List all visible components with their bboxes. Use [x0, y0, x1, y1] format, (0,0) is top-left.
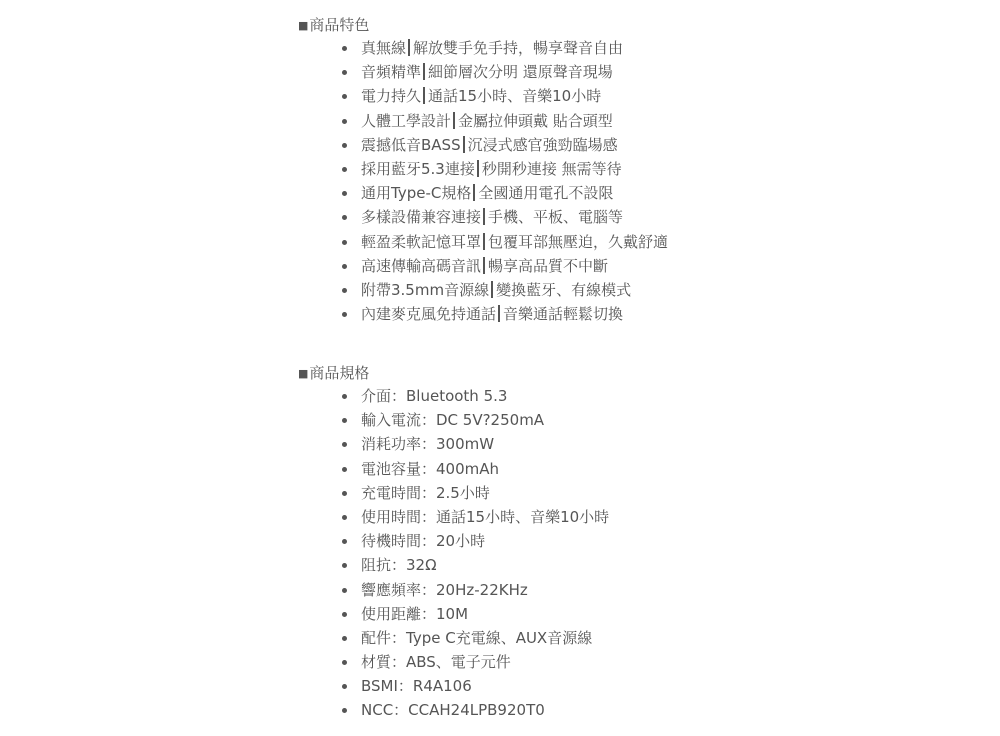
heading-square-icon: ■	[298, 19, 309, 32]
bullet-icon	[342, 612, 347, 617]
bullet-icon	[342, 515, 347, 520]
bullet-icon	[342, 240, 347, 245]
feature-item	[342, 254, 898, 278]
spec-item	[342, 505, 898, 529]
separator-bar	[498, 305, 500, 322]
feature-item	[342, 230, 898, 254]
bullet-icon	[342, 539, 347, 544]
bullet-icon	[342, 167, 347, 172]
spec-text: 介面：Bluetooth 5.3	[361, 387, 508, 405]
feature-desc: 沉浸式感官強勁臨場感	[467, 135, 618, 154]
spec-item	[342, 650, 898, 674]
spec-text: 輸入電流：DC 5V?250mA	[361, 411, 545, 430]
feature-desc: 細節層次分明 還原聲音現場	[428, 63, 613, 82]
feature-item	[342, 157, 898, 181]
feature-item	[342, 133, 898, 157]
feature-title: 內建麥克風免持通話	[361, 305, 497, 324]
separator-bar	[483, 233, 485, 250]
feature-desc: 暢享高品質不中斷	[488, 256, 609, 275]
spec-text: NCC：CCAH24LPB920T0	[361, 701, 545, 720]
separator-bar	[423, 87, 425, 104]
separator-bar	[408, 39, 410, 56]
feature-title: 採用藍牙5.3連接	[361, 159, 475, 178]
feature-title: 附帶3.5mm音源線	[361, 280, 490, 299]
separator-bar	[463, 136, 465, 153]
spec-item	[342, 432, 898, 456]
spec-text: 配件：Type C充電線、AUX音源線	[361, 628, 593, 647]
spec-text: 待機時間：20小時	[361, 532, 486, 551]
bullet-icon	[342, 563, 347, 568]
heading-square-icon: ■	[298, 367, 309, 380]
spec-text: 阻抗：32Ω	[361, 556, 437, 575]
spec-item	[342, 602, 898, 626]
feature-item	[342, 60, 898, 84]
bullet-icon	[342, 467, 347, 472]
feature-title: 音頻精準	[361, 63, 422, 82]
features-list	[298, 36, 898, 326]
bullet-icon	[342, 264, 347, 269]
bullet-icon	[342, 215, 347, 220]
feature-title: 多樣設備兼容連接	[361, 208, 482, 227]
feature-item	[342, 84, 898, 108]
bullet-icon	[342, 491, 347, 496]
feature-item	[342, 109, 898, 133]
bullet-icon	[342, 143, 347, 148]
feature-desc: 通話15小時、音樂10小時	[428, 87, 602, 106]
feature-item	[342, 205, 898, 229]
features-section	[298, 14, 898, 326]
spec-item	[342, 529, 898, 553]
specs-list	[298, 384, 898, 723]
separator-bar	[477, 160, 479, 177]
feature-desc: 金屬拉伸頭戴 貼合頭型	[458, 111, 613, 130]
feature-title: 電力持久	[361, 87, 422, 106]
bullet-icon	[342, 418, 347, 423]
bullet-icon	[342, 708, 347, 713]
bullet-icon	[342, 191, 347, 196]
bullet-icon	[342, 119, 347, 124]
spec-text: 使用距離：10M	[361, 604, 469, 623]
features-heading	[298, 14, 898, 36]
bullet-icon	[342, 636, 347, 641]
bullet-icon	[342, 684, 347, 689]
bullet-icon	[342, 394, 347, 399]
bullet-icon	[342, 288, 347, 293]
feature-item	[342, 278, 898, 302]
feature-desc: 變換藍牙、有線模式	[496, 280, 632, 299]
spec-item	[342, 481, 898, 505]
feature-title: 人體工學設計	[361, 111, 452, 130]
spec-item	[342, 698, 898, 722]
spec-text: 電池容量：400mAh	[361, 459, 500, 478]
separator-bar	[453, 112, 455, 129]
feature-desc: 全國通用電孔不設限	[478, 184, 614, 203]
spec-item	[342, 626, 898, 650]
spec-text: 材質：ABS、電子元件	[361, 653, 511, 672]
separator-bar	[423, 63, 425, 80]
spec-text: BSMI：R4A106	[361, 677, 472, 696]
feature-item	[342, 181, 898, 205]
separator-bar	[491, 281, 493, 298]
feature-item	[342, 302, 898, 326]
feature-item	[342, 36, 898, 60]
feature-desc: 解放雙手免手持，暢享聲音自由	[413, 39, 624, 57]
specs-heading	[298, 362, 898, 384]
feature-desc: 秒開秒連接 無需等待	[481, 159, 622, 178]
spec-text: 使用時間：通話15小時、音樂10小時	[361, 507, 610, 526]
bullet-icon	[342, 588, 347, 593]
spec-text: 充電時間：2.5小時	[361, 483, 490, 502]
features-heading-text: 商品特色	[309, 16, 370, 34]
feature-title: 通用Type-C規格	[361, 184, 472, 203]
spec-item	[342, 674, 898, 698]
spec-text: 消耗功率：300mW	[361, 435, 495, 454]
bullet-icon	[342, 46, 347, 51]
separator-bar	[473, 184, 475, 201]
spec-item	[342, 578, 898, 602]
spec-item	[342, 408, 898, 432]
feature-title: 震撼低音BASS	[361, 135, 461, 154]
feature-title: 真無線	[361, 39, 407, 57]
bullet-icon	[342, 94, 347, 99]
spec-item	[342, 384, 898, 408]
separator-bar	[483, 208, 485, 225]
feature-title: 高速傳輸高碼音訊	[361, 256, 482, 275]
bullet-icon	[342, 70, 347, 75]
feature-desc: 包覆耳部無壓迫，久戴舒適	[488, 232, 669, 251]
feature-title: 輕盈柔軟記憶耳罩	[361, 232, 482, 251]
bullet-icon	[342, 660, 347, 665]
spec-text: 響應頻率：20Hz-22KHz	[361, 580, 528, 599]
specs-section	[298, 362, 898, 723]
bullet-icon	[342, 312, 347, 317]
specs-heading-text: 商品規格	[309, 364, 370, 382]
separator-bar	[483, 257, 485, 274]
spec-item	[342, 457, 898, 481]
feature-desc: 手機、平板、電腦等	[488, 208, 624, 227]
bullet-icon	[342, 442, 347, 447]
feature-desc: 音樂通話輕鬆切換	[503, 305, 624, 324]
spec-item	[342, 553, 898, 577]
